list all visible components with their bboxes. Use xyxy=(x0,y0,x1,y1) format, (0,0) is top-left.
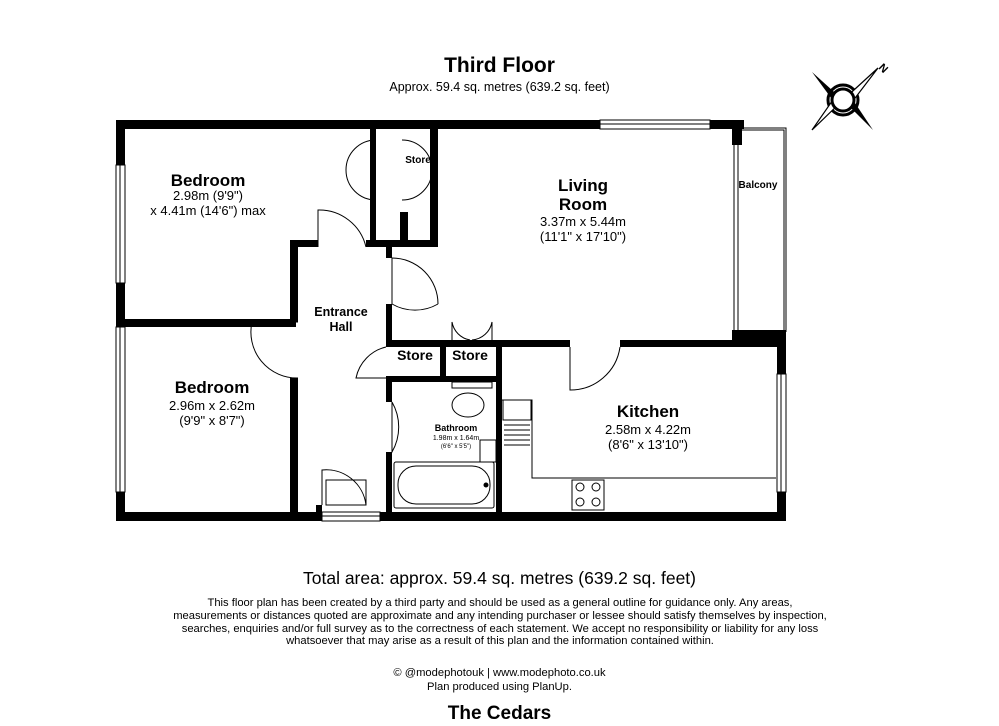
room-name-store-right: Store xyxy=(452,347,488,363)
room-name-store-top: Store xyxy=(405,155,431,166)
room-name-bedroom-2: Bedroom xyxy=(174,378,250,397)
room-dim-living-a: 3.37m x 5.44m xyxy=(540,214,626,229)
credit-line: © @modephotouk | www.modephoto.co.uk xyxy=(393,667,606,679)
bath-icon xyxy=(394,462,494,508)
room-dim-bedroom-2-a: 2.96m x 2.62m xyxy=(169,398,255,413)
floor-area: Approx. 59.4 sq. metres (639.2 sq. feet) xyxy=(389,80,610,94)
room-dim-bedroom-1-b: x 4.41m (14'6") max xyxy=(150,203,266,218)
balcony xyxy=(734,128,786,332)
room-name-entrance-1: Entrance xyxy=(314,305,368,319)
toilet-icon xyxy=(452,393,484,417)
room-name-bedroom-1: Bedroom xyxy=(170,171,246,190)
room-name-living-1: Living xyxy=(557,176,609,195)
room-dim-kitchen-a: 2.58m x 4.22m xyxy=(605,422,691,437)
compass-n-label: N xyxy=(875,61,890,76)
property-name: The Cedars xyxy=(447,703,552,724)
produced-line: Plan produced using PlanUp. xyxy=(427,681,572,693)
kitchen-sink-icon xyxy=(503,400,531,420)
room-labels xyxy=(150,155,778,452)
compass-icon xyxy=(812,62,890,130)
disclaimer-text: This floor plan has been created by a third party and should be used as a general outline for guidance only. Any areas, measurements or distances quoted are approximate and any intending purchaser or lessee should satisfy themselves by inspection, searches, enquiries and/or full survey as to the correctness of each statement. We accept no responsibility or liability for any loss whatsoever that may arise as a result of this plan and the information contained within. xyxy=(173,597,827,648)
room-dim-bedroom-1-a: 2.98m (9'9") xyxy=(173,188,243,203)
room-dim-bathroom-a: 1.98m x 1.64m xyxy=(432,435,480,442)
room-name-entrance-2: Hall xyxy=(329,320,353,334)
room-dim-living-b: (11'1" x 17'10") xyxy=(539,229,627,244)
room-name-store-left: Store xyxy=(397,347,433,363)
room-name-balcony: Balcony xyxy=(738,180,778,191)
room-dim-kitchen-b: (8'6" x 13'10") xyxy=(608,437,688,452)
sink-icon xyxy=(480,440,496,462)
room-name-kitchen: Kitchen xyxy=(616,402,680,421)
room-name-bathroom: Bathroom xyxy=(434,423,478,433)
floor-title: Third Floor xyxy=(444,54,555,77)
room-dim-bedroom-2-b: (9'9" x 8'7") xyxy=(179,413,245,428)
total-area: Total area: approx. 59.4 sq. metres (639.2 sq. feet) xyxy=(303,568,696,588)
room-name-living-2: Room xyxy=(558,195,608,214)
room-dim-bathroom-b: (6'6" x 5'5") xyxy=(440,444,472,450)
